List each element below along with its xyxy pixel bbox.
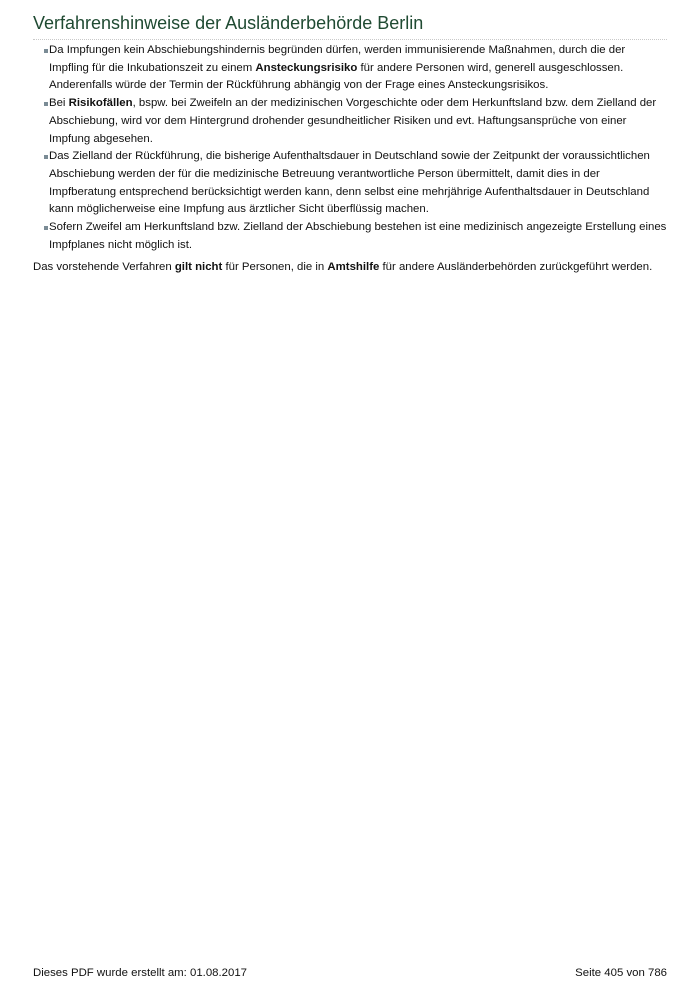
list-item-text: Da Impfungen kein Abschiebungshindernis begründen dürfen, werden immunisierende Maßnahmen, durch die der Impfling für die Inkubationszeit zu einem Ansteckungsrisiko für andere Personen wird, generell ausgeschlossen. Anderenfalls würde der Termin der Rückführung abhängig von der Frage eines Ansteckungsrisikos. (49, 44, 626, 92)
list-item (33, 95, 667, 148)
square-bullet-icon (44, 102, 48, 106)
list-item-text: Bei Risikofällen, bspw. bei Zweifeln an der medizinischen Vorgeschichte oder dem Herkunftsland bzw. dem Zielland der Abschiebung, wird vor dem Hintergrund drohender gesundheitlicher Risiken und evt. Haftungsansprüche von einer Impfung abgesehen. (49, 97, 657, 145)
list-item-text: Sofern Zweifel am Herkunftsland bzw. Zielland der Abschiebung bestehen ist eine medizinisch angezeigte Erstellung eines Impfplanes nicht möglich ist. (49, 221, 667, 251)
emphasis-gilt-nicht: gilt nicht (174, 261, 223, 274)
list-item-text: Das Zielland der Rückführung, die bisherige Aufenthaltsdauer in Deutschland sowie der Zeitpunkt der voraussichtlichen Abschiebung werden der für die medizinische Betreuung verantwortliche Person übermittelt, damit dies in der Impfberatung entsprechend berücksichtigt werden kann, denn selbst eine mehrjährige Aufenthaltsdauer in Deutschland kann möglicherweise eine Impfung aus ärztlicher Sicht überflüssig machen. (49, 150, 650, 216)
list-item (33, 42, 667, 95)
list-item (33, 219, 667, 254)
emphasis-risikofaellen: Risikofällen (68, 97, 133, 110)
closing-paragraph: Das vorstehende Verfahren gilt nicht für Personen, die in Amtshilfe für andere Ausländerbehörden zurückgeführt werden. (33, 261, 653, 274)
footer-page-number: Seite 405 von 786 (575, 967, 667, 979)
list-item (33, 148, 667, 219)
square-bullet-icon (44, 49, 48, 53)
bullet-list (33, 42, 667, 254)
page-header (33, 12, 667, 40)
square-bullet-icon (44, 226, 48, 230)
square-bullet-icon (44, 155, 48, 159)
document-body (33, 42, 667, 277)
footer-created-date: Dieses PDF wurde erstellt am: 01.08.2017 (33, 967, 247, 979)
emphasis-amtshilfe: Amtshilfe (327, 261, 380, 274)
emphasis-ansteckungsrisiko: Ansteckungsrisiko (255, 61, 358, 74)
page-title: Verfahrenshinweise der Ausländerbehörde Berlin (33, 13, 424, 33)
